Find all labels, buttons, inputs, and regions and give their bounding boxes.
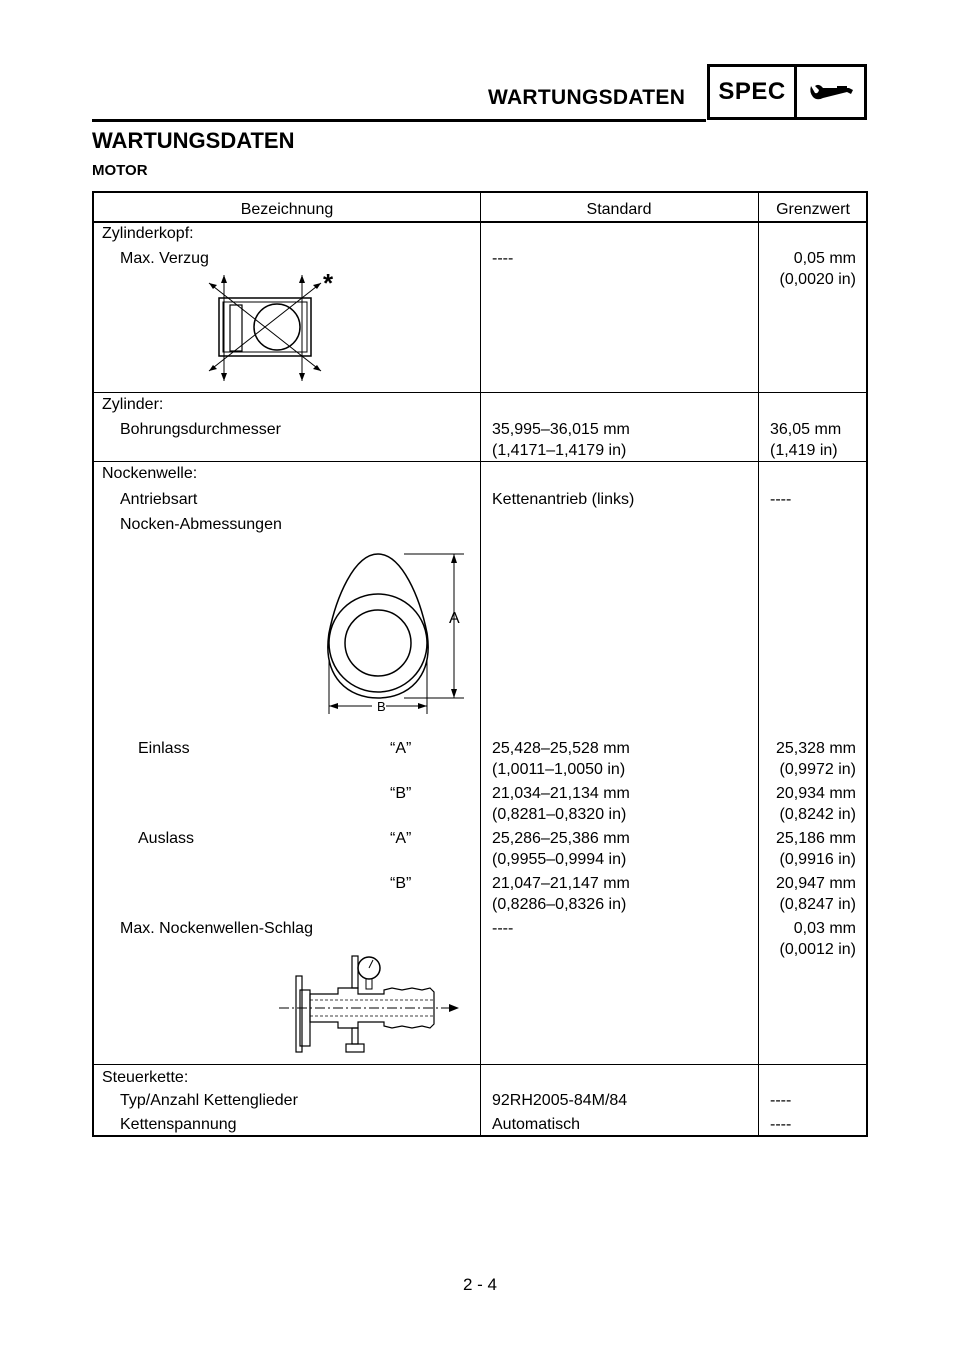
standard-auslass-b-mm: 21,047–21,147 mm <box>492 875 630 892</box>
limit-auslass-a-mm: 25,186 mm <box>775 830 856 847</box>
column-divider-2 <box>758 193 759 1135</box>
column-header-bezeichnung: Bezeichnung <box>240 201 334 218</box>
camshaft-runout-figure <box>274 948 464 1058</box>
cylinder-head-warpage-figure <box>199 268 339 383</box>
group-label-zylinderkopf: Zylinderkopf: <box>102 225 194 242</box>
page-number: 2 - 4 <box>462 1275 498 1294</box>
row-divider-3 <box>94 1064 866 1065</box>
standard-einlass-a-mm: 25,428–25,528 mm <box>492 740 630 757</box>
limit-antriebsart: ---- <box>770 491 792 508</box>
standard-einlass-a-in: (1,0011–1,0050 in) <box>492 761 626 778</box>
standard-bohrung-mm: 35,995–36,015 mm <box>492 421 630 438</box>
item-max-nockenwellen-schlag: Max. Nockenwellen-Schlag <box>120 920 313 937</box>
limit-kettenspannung: ---- <box>770 1116 792 1133</box>
dim-einlass-b: “B” <box>390 785 412 802</box>
item-max-verzug: Max. Verzug <box>120 250 209 267</box>
wrench-icon <box>797 67 864 117</box>
section-header-title: WARTUNGSDATEN <box>488 86 686 109</box>
row-divider-1 <box>94 392 866 393</box>
spec-badge <box>707 64 867 120</box>
group-label-zylinder: Zylinder: <box>102 396 164 413</box>
standard-einlass-b-in: (0,8281–0,8320 in) <box>492 806 627 823</box>
limit-einlass-a-mm: 25,328 mm <box>775 740 856 757</box>
item-nocken-abmessungen: Nocken-Abmessungen <box>120 516 282 533</box>
item-auslass: Auslass <box>138 830 195 847</box>
standard-nockenwellen-schlag: ---- <box>492 920 514 937</box>
item-typ-anzahl-kettenglieder: Typ/Anzahl Kettenglieder <box>120 1092 298 1109</box>
figure-asterisk: * <box>323 268 334 298</box>
standard-max-verzug: ---- <box>492 250 514 267</box>
section-subtitle: MOTOR <box>92 162 148 179</box>
row-divider-2 <box>94 461 866 462</box>
column-header-grenzwert: Grenzwert <box>776 201 850 218</box>
figure-label-a: A <box>449 610 460 627</box>
limit-nockenwellen-schlag-mm: 0,03 mm <box>793 920 856 937</box>
limit-nockenwellen-schlag-in: (0,0012 in) <box>779 941 856 958</box>
limit-auslass-a-in: (0,9916 in) <box>779 851 856 868</box>
standard-antriebsart: Kettenantrieb (links) <box>492 491 635 508</box>
limit-auslass-b-in: (0,8247 in) <box>779 896 856 913</box>
column-divider-1 <box>480 193 481 1135</box>
header-rule <box>92 119 706 122</box>
limit-max-verzug: 0,05 mm <box>793 250 856 267</box>
limit-bohrung-in: (1,419 in) <box>770 442 838 459</box>
spec-label: SPEC <box>710 67 797 117</box>
group-label-nockenwelle: Nockenwelle: <box>102 465 198 482</box>
limit-einlass-a-in: (0,9972 in) <box>779 761 856 778</box>
group-label-steuerkette: Steuerkette: <box>102 1069 189 1086</box>
limit-typ-anzahl-kettenglieder: ---- <box>770 1092 792 1109</box>
cam-lobe-figure <box>324 548 474 718</box>
limit-bohrung-mm: 36,05 mm <box>770 421 842 438</box>
limit-einlass-b-mm: 20,934 mm <box>775 785 856 802</box>
standard-bohrung-in: (1,4171–1,4179 in) <box>492 442 627 459</box>
standard-kettenspannung: Automatisch <box>492 1116 581 1133</box>
standard-auslass-a-mm: 25,286–25,386 mm <box>492 830 630 847</box>
dim-auslass-a: “A” <box>390 830 412 847</box>
page-title: WARTUNGSDATEN <box>92 128 295 153</box>
header-row-divider <box>94 221 866 223</box>
specification-table <box>92 191 868 1137</box>
limit-max-verzug-in: (0,0020 in) <box>779 271 856 288</box>
item-antriebsart: Antriebsart <box>120 491 198 508</box>
limit-auslass-b-mm: 20,947 mm <box>775 875 856 892</box>
item-einlass: Einlass <box>138 740 190 757</box>
limit-einlass-b-in: (0,8242 in) <box>779 806 856 823</box>
standard-typ-anzahl-kettenglieder: 92RH2005-84M/84 <box>492 1092 628 1109</box>
item-kettenspannung: Kettenspannung <box>120 1116 237 1133</box>
figure-label-b: B <box>377 699 386 714</box>
standard-einlass-b-mm: 21,034–21,134 mm <box>492 785 630 802</box>
dim-auslass-b: “B” <box>390 875 412 892</box>
column-header-standard: Standard <box>586 201 652 218</box>
dim-einlass-a: “A” <box>390 740 412 757</box>
standard-auslass-b-in: (0,8286–0,8326 in) <box>492 896 627 913</box>
item-bohrungsdurchmesser: Bohrungsdurchmesser <box>120 421 281 438</box>
standard-auslass-a-in: (0,9955–0,9994 in) <box>492 851 627 868</box>
